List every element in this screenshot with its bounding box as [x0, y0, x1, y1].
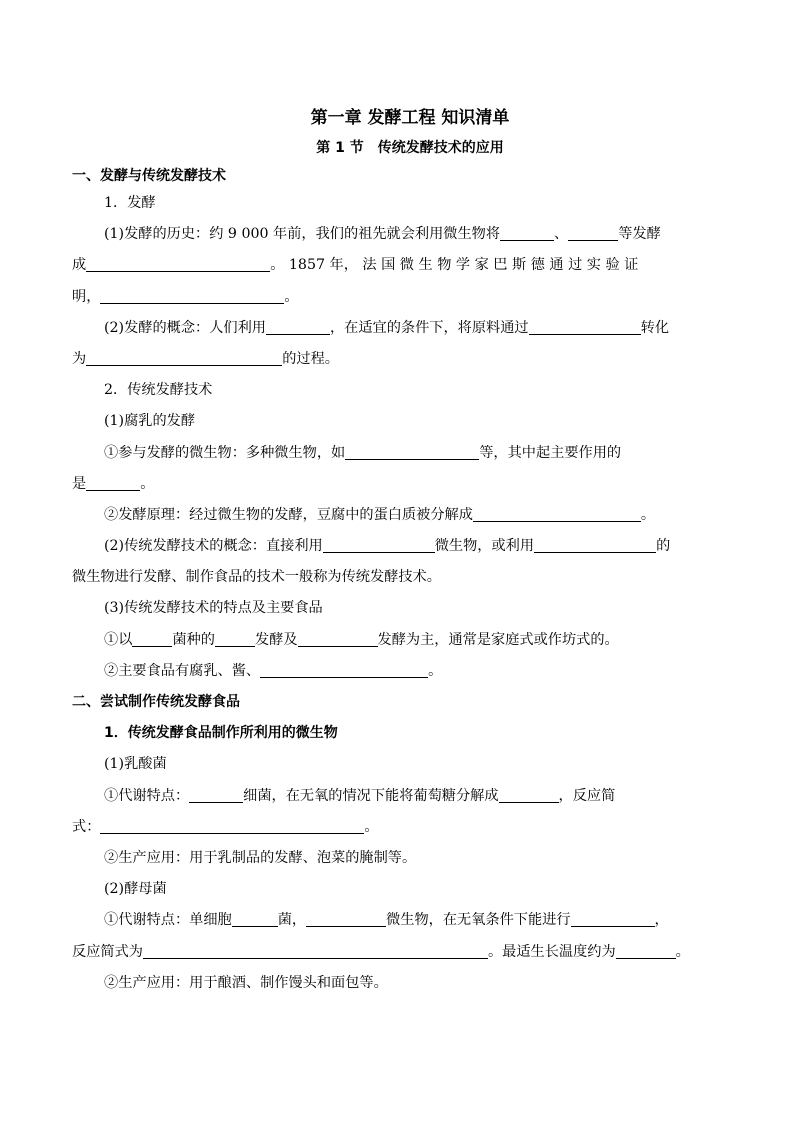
fill-blank[interactable]	[500, 226, 554, 241]
fill-blank[interactable]	[323, 538, 435, 553]
para-microbes-line-2: 是 。	[72, 475, 155, 492]
para-tech-concept-line-2: 微生物进行发酵、制作食品的技术一般称为传统发酵技术。	[72, 569, 441, 586]
para-yeast-application: ②生产应用：用于酿酒、制作馒头和面包等。	[104, 974, 388, 991]
para-foods: ②主要食品有腐乳、酱、 。	[104, 662, 443, 679]
fill-blank[interactable]	[616, 943, 676, 958]
fill-blank[interactable]	[499, 787, 559, 802]
para-features: ①以 菌种的 发酵及 发酵为主，通常是家庭式或作坊式的。	[104, 631, 619, 648]
item-heading-traditional: 2．传统发酵技术	[104, 382, 213, 399]
section-heading-1: 一、发酵与传统发酵技术	[72, 168, 226, 184]
fill-blank[interactable]	[100, 819, 364, 834]
para-history-line-3: 明， 。	[72, 288, 299, 305]
item-heading-yeast: (2)酵母菌	[104, 881, 167, 898]
fill-blank[interactable]	[132, 631, 172, 646]
para-concept-line-2: 为 的过程。	[72, 350, 339, 367]
fill-blank[interactable]	[473, 507, 641, 522]
para-yeast-metabolism-line-1: ①代谢特点：单细胞 菌， 微生物，在无氧条件下能进行 ，	[104, 912, 669, 929]
fill-blank[interactable]	[298, 631, 378, 646]
para-lactic-application: ②生产应用：用于乳制品的发酵、泡菜的腌制等。	[104, 849, 417, 866]
fill-blank[interactable]	[86, 476, 140, 491]
item-heading-features: (3)传统发酵技术的特点及主要食品	[104, 600, 323, 617]
para-history-line-1: (1)发酵的历史：约 9 000 年前，我们的祖先就会利用微生物将 、 等发酵	[104, 226, 661, 243]
para-yeast-metabolism-line-2: 反应简式为 。最适生长温度约为 。	[72, 943, 690, 960]
para-lactic-metabolism-line-2: 式： 。	[72, 818, 379, 835]
document-page	[72, 100, 722, 999]
fill-blank[interactable]	[534, 538, 656, 553]
fill-blank[interactable]	[232, 912, 278, 927]
fill-blank[interactable]	[86, 257, 270, 272]
fill-blank[interactable]	[266, 320, 330, 335]
section-subtitle: 第 1 节 传统发酵技术的应用	[316, 140, 504, 156]
fill-blank[interactable]	[215, 631, 255, 646]
fill-blank[interactable]	[100, 288, 284, 303]
fill-blank[interactable]	[260, 663, 428, 678]
page-title: 第一章 发酵工程 知识清单	[310, 108, 510, 128]
para-tech-concept-line-1: (2)传统发酵技术的概念：直接利用 微生物，或利用 的	[104, 538, 671, 555]
fill-blank[interactable]	[189, 787, 243, 802]
fill-blank[interactable]	[345, 444, 479, 459]
fill-blank[interactable]	[571, 912, 655, 927]
fill-blank[interactable]	[529, 320, 641, 335]
para-concept-line-1: (2)发酵的概念：人们利用 ，在适宜的条件下，将原料通过 转化	[104, 319, 670, 336]
section-heading-2: 二、尝试制作传统发酵食品	[72, 694, 240, 710]
para-microbes-line-1: ①参与发酵的微生物：多种微生物，如 等，其中起主要作用的	[104, 444, 622, 461]
item-heading-microbes: 1．传统发酵食品制作所利用的微生物	[104, 725, 338, 742]
para-lactic-metabolism-line-1: ①代谢特点： 细菌，在无氧的情况下能将葡萄糖分解成 ，反应简	[104, 787, 616, 804]
para-history-line-2: 成 。 1857 年， 法 国 微 生 物 学 家 巴 斯 德 通 过 实 验 证	[72, 257, 639, 274]
fill-blank[interactable]	[568, 226, 618, 241]
item-heading-fermentation: 1．发酵	[104, 195, 156, 211]
item-heading-furu: (1)腐乳的发酵	[104, 413, 196, 430]
item-heading-lactobacillus: (1)乳酸菌	[104, 756, 167, 773]
para-principle: ②发酵原理：经过微生物的发酵，豆腐中的蛋白质被分解成 。	[104, 506, 656, 523]
fill-blank[interactable]	[306, 912, 386, 927]
fill-blank[interactable]	[143, 943, 488, 958]
fill-blank[interactable]	[86, 351, 282, 366]
